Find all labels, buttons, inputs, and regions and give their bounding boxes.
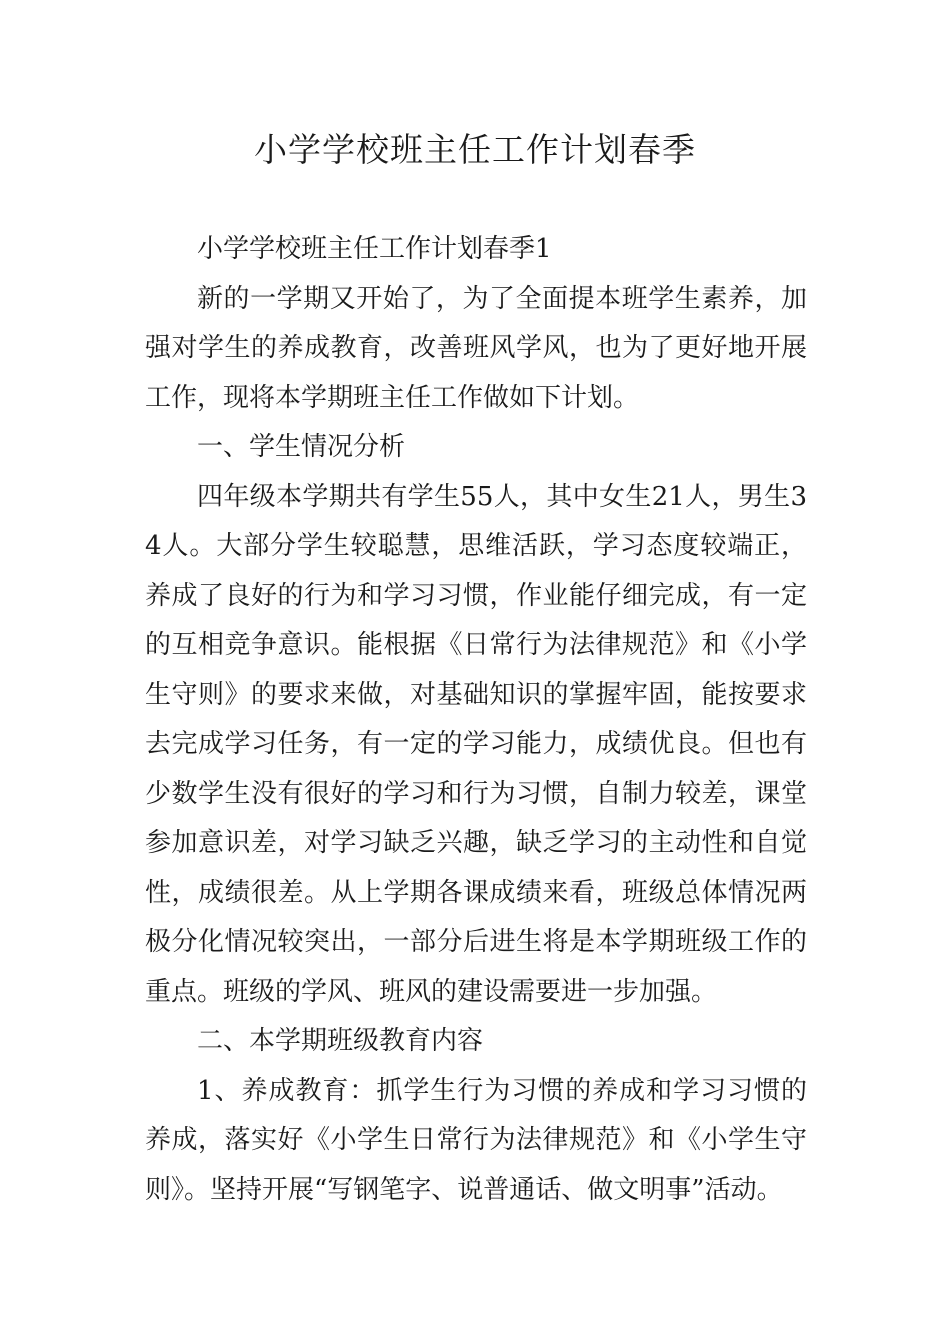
- habit-education-paragraph: 1、养成教育：抓学生行为习惯的养成和学习习惯的养成，落实好《小学生日常行为法律规范》和《小学生守则》。坚持开展“写钢笔字、说普通话、做文明事”活动。: [145, 1075, 807, 1205]
- document-title: 小学学校班主任工作计划春季: [254, 130, 696, 169]
- section-heading-education-content: 二、本学期班级教育内容: [197, 1026, 484, 1056]
- section-heading-student-analysis: 一、学生情况分析: [197, 432, 406, 462]
- student-analysis-paragraph: 四年级本学期共有学生55人，其中女生21人，男生34人。大部分学生较聪慧，思维活跃，学习态度较端正，养成了良好的行为和学习习惯，作业能仔细完成，有一定的互相竞争意识。能根据《日常行为法律规范》和《小学生守则》的要求来做，对基础知识的掌握牢固，能按要求去完成学习任务，有一定的学习能力，成绩优良。但也有少数学生没有很好的学习和行为习惯，自制力较差，课堂参加意识差，对学习缺乏兴趣，缺乏学习的主动性和自觉性，成绩很差。从上学期各课成绩来看，班级总体情况两极分化情况较突出，一部分后进生将是本学期班级工作的重点。班级的学风、班风的建设需要进一步加强。: [145, 481, 807, 1007]
- subtitle-paragraph: 小学学校班主任工作计划春季1: [197, 234, 552, 264]
- intro-paragraph: 新的一学期又开始了，为了全面提本班学生素养，加强对学生的养成教育，改善班风学风，也为了更好地开展工作，现将本学期班主任工作做如下计划。: [145, 283, 807, 413]
- document-body: [145, 225, 807, 1215]
